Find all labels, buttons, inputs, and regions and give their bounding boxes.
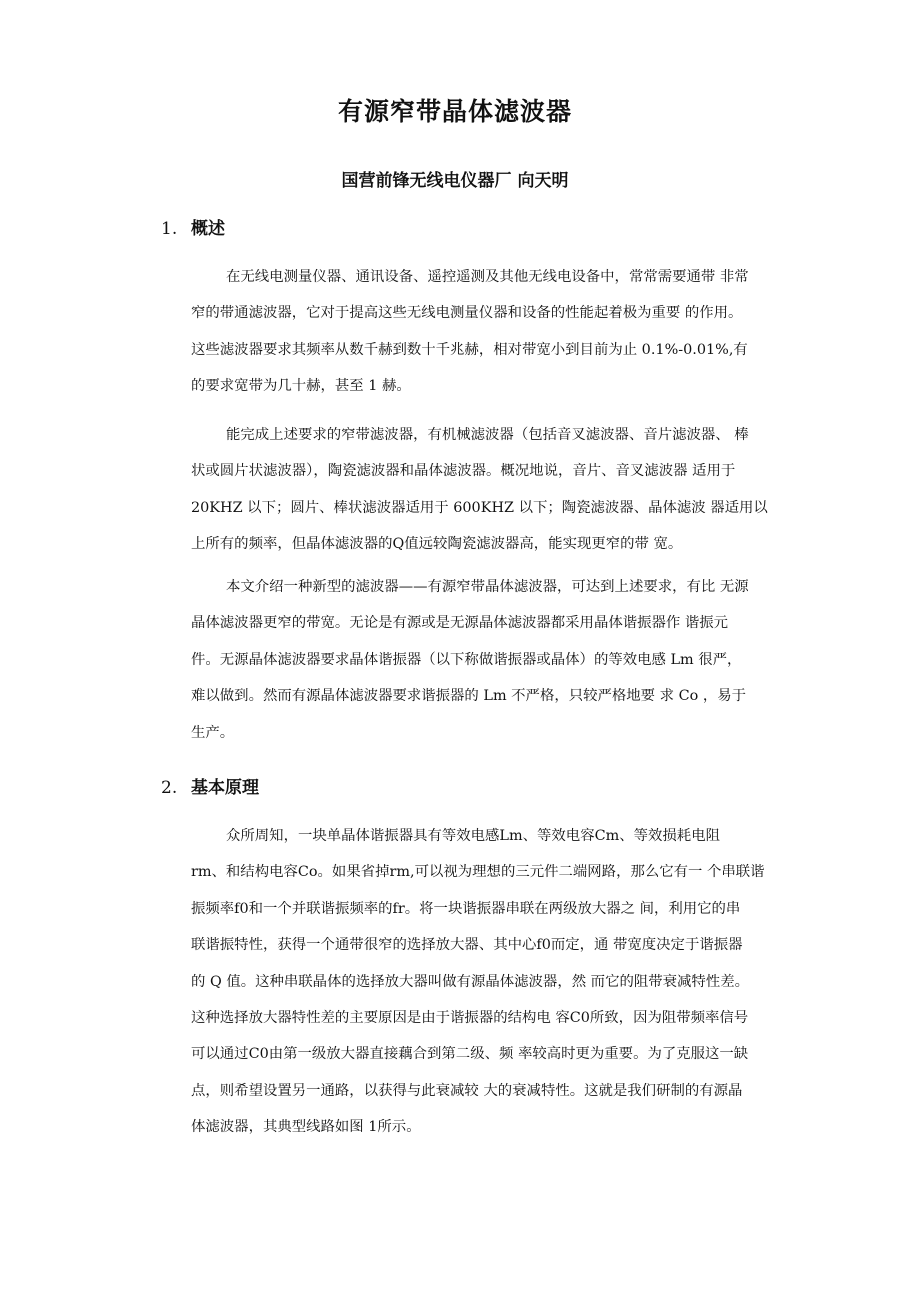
text-line: 生产。	[191, 724, 235, 741]
text-line: 体滤波器，其典型线路如图 1所示。	[191, 1119, 421, 1136]
section-title: 基本原理	[191, 778, 259, 798]
text-line: 振频率f0和一个并联谐振频率的fr。将一块谐振器串联在两级放大器之 间，利用它的串	[191, 900, 741, 917]
paragraph	[191, 259, 791, 405]
document-title: 有源窄带晶体滤波器	[337, 97, 572, 126]
text-line: 件。无源晶体滤波器要求晶体谐振器（以下称做谐振器或晶体）的等效电感 Lm 很严，	[191, 651, 742, 668]
text-line: 的 Q 值。这种串联晶体的选择放大器叫做有源晶体滤波器，然 而它的阻带衰减特性差。	[191, 973, 749, 990]
text-line: 这种选择放大器特性差的主要原因是由于谐振器的结构电 容C0所致，因为阻带频率信号	[191, 1009, 749, 1026]
text-line: 上所有的频率，但晶体滤波器的Q值远较陶瓷滤波器高，能实现更窄的带 宽。	[191, 536, 683, 553]
paragraph	[191, 569, 791, 751]
text-line: 能完成上述要求的窄带滤波器，有机械滤波器（包括音叉滤波器、音片滤波器、 棒	[226, 427, 749, 443]
section-heading-principle	[161, 773, 259, 803]
section-heading-overview	[161, 214, 225, 244]
text-line: 20KHZ 以下；圆片、棒状滤波器适用于 600KHZ 以下；陶瓷滤波器、晶体滤波 器适用以	[191, 499, 768, 516]
paragraph	[191, 417, 791, 563]
text-line: 联谐振特性，获得一个通带很窄的选择放大器、其中心f0而定，通 带宽度决定于谐振器	[191, 937, 743, 954]
paragraph	[191, 818, 791, 1146]
text-line: 在无线电测量仪器、通讯设备、遥控遥测及其他无线电设备中，常常需要通带 非常	[226, 269, 749, 285]
text-line: 的要求宽带为几十赫，甚至 1 赫。	[191, 378, 411, 395]
section-title: 概述	[191, 219, 225, 239]
text-line: 窄的带通滤波器，它对于提高这些无线电测量仪器和设备的性能起着极为重要 的作用。	[191, 305, 743, 322]
section-number: 1.	[161, 219, 178, 239]
text-line: 众所周知，一块单晶体谐振器具有等效电感Lm、等效电容Cm、等效损耗电阻	[226, 828, 720, 844]
text-line: 晶体滤波器更窄的带宽。无论是有源或是无源晶体滤波器都采用晶体谐振器作 谐振元	[191, 615, 729, 632]
text-line: 本文介绍一种新型的滤波器——有源窄带晶体滤波器，可达到上述要求，有比 无源	[226, 579, 749, 595]
section-number: 2.	[161, 778, 178, 798]
text-line: 点，则希望设置另一通路，以获得与此衰减较 大的衰减特性。这就是我们研制的有源晶	[191, 1082, 743, 1099]
document-author: 国营前锋无线电仪器厂 向天明	[341, 171, 569, 191]
text-line: 难以做到。然而有源晶体滤波器要求谐振器的 Lm 不严格，只较严格地要 求 Co ，易于	[191, 688, 747, 705]
text-line: 状或圆片状滤波器），陶瓷滤波器和晶体滤波器。概况地说，音片、音叉滤波器 适用于	[191, 463, 736, 480]
text-line: rm、和结构电容Co。如果省掉rm,可以视为理想的三元件二端网路，那么它有一 个串联谐	[191, 864, 765, 881]
text-line: 可以通过C0由第一级放大器直接藕合到第二级、频 率较高时更为重要。为了克服这一缺	[191, 1046, 749, 1063]
text-line: 这些滤波器要求其频率从数千赫到数十千兆赫，相对带宽小到目前为止 0.1%-0.01%,有	[191, 341, 748, 358]
